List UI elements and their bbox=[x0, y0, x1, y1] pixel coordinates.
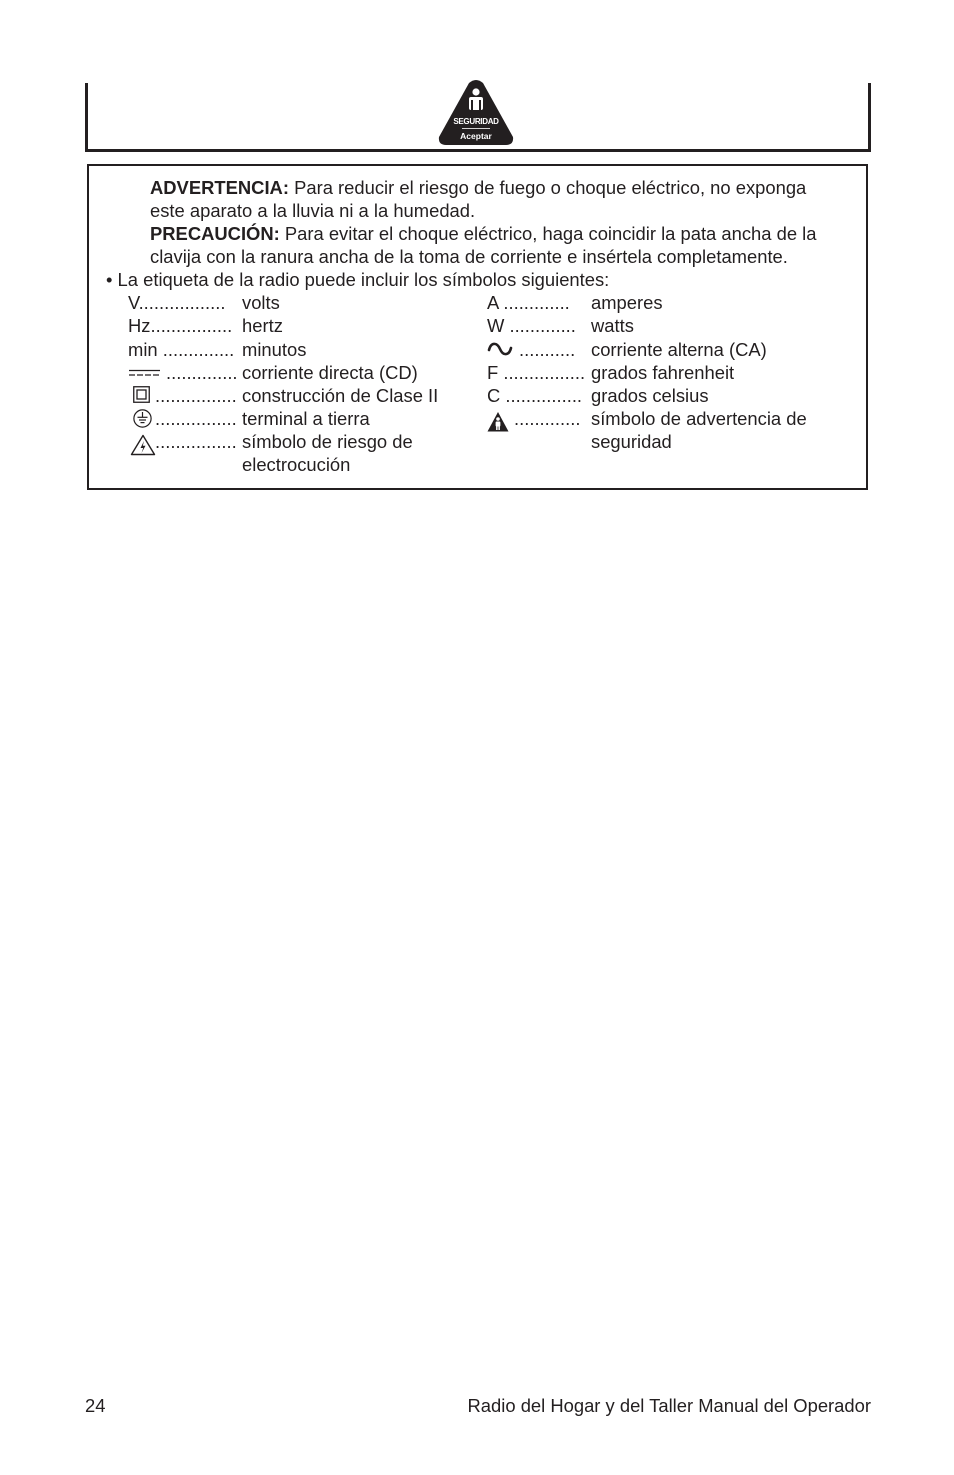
precaucion-line-2: clavija con la ranura ancha de la toma de corriente e insértela completamente. bbox=[150, 246, 788, 267]
precaucion-line-1 bbox=[150, 223, 817, 245]
dc-current-icon bbox=[129, 369, 160, 377]
advertencia-line-1 bbox=[150, 177, 806, 199]
symbol-value-volts: volts bbox=[242, 292, 280, 313]
safety-badge bbox=[438, 79, 514, 147]
advertencia-label: ADVERTENCIA: bbox=[150, 177, 289, 198]
symbol-key-fahrenheit: F ................ bbox=[487, 362, 586, 383]
precaucion-text-1: Para evitar el choque eléctrico, haga coincidir la pata ancha de la bbox=[279, 223, 817, 244]
symbol-value-class-ii: construcción de Clase II bbox=[242, 385, 439, 406]
precaucion-label: PRECAUCIÓN: bbox=[150, 223, 280, 244]
symbol-key-watts: W ............. bbox=[487, 315, 576, 336]
symbol-key-class-ii: ................ bbox=[155, 385, 237, 406]
symbol-key-safety-alert: ............. bbox=[514, 408, 581, 429]
symbol-key-ground: ................ bbox=[155, 408, 237, 429]
footer-title: Radio del Hogar y del Taller Manual del Operador bbox=[467, 1395, 871, 1416]
symbol-value-minutes: minutos bbox=[242, 339, 307, 360]
symbol-key-volts: V................. bbox=[128, 292, 226, 313]
symbol-key-amperes: A ............. bbox=[487, 292, 570, 313]
symbol-value-celsius: grados celsius bbox=[591, 385, 709, 406]
symbols-intro-bullet: • La etiqueta de la radio puede incluir los símbolos siguientes: bbox=[106, 269, 610, 290]
symbol-key-celsius: C ............... bbox=[487, 385, 583, 406]
electrocution-hazard-icon bbox=[130, 434, 156, 456]
symbol-key-dc: .............. bbox=[166, 362, 238, 383]
advertencia-line-2: este aparato a la lluvia ni a la humedad. bbox=[150, 200, 476, 221]
symbol-key-electrocution: ................ bbox=[155, 431, 237, 452]
symbol-value-amperes: amperes bbox=[591, 292, 663, 313]
safety-alert-icon bbox=[487, 411, 509, 432]
symbol-value-ac: corriente alterna (CA) bbox=[591, 339, 767, 360]
badge-line-1: SEGURIDAD bbox=[453, 117, 499, 126]
symbol-value-electrocution: símbolo de riesgo de bbox=[242, 431, 413, 452]
symbol-value-safety-alert-2: seguridad bbox=[591, 431, 672, 452]
symbol-key-hertz: Hz................ bbox=[128, 315, 233, 336]
earth-ground-icon bbox=[133, 409, 152, 428]
advertencia-text-1: Para reducir el riesgo de fuego o choque eléctrico, no exponga bbox=[288, 177, 807, 198]
symbol-value-dc: corriente directa (CD) bbox=[242, 362, 418, 383]
symbol-key-ac: ........... bbox=[519, 339, 576, 360]
symbol-value-watts: watts bbox=[591, 315, 634, 336]
symbol-value-ground: terminal a tierra bbox=[242, 408, 370, 429]
symbol-value-electrocution-2: electrocución bbox=[242, 454, 351, 475]
symbol-value-fahrenheit: grados fahrenheit bbox=[591, 362, 735, 383]
page-number: 24 bbox=[85, 1395, 106, 1416]
ac-current-icon bbox=[487, 341, 513, 357]
symbol-key-minutes: min .............. bbox=[128, 339, 235, 360]
symbol-value-hertz: hertz bbox=[242, 315, 283, 336]
badge-line-2: Aceptar bbox=[460, 131, 492, 141]
symbol-value-safety-alert: símbolo de advertencia de bbox=[591, 408, 807, 429]
class-ii-icon bbox=[133, 386, 150, 403]
